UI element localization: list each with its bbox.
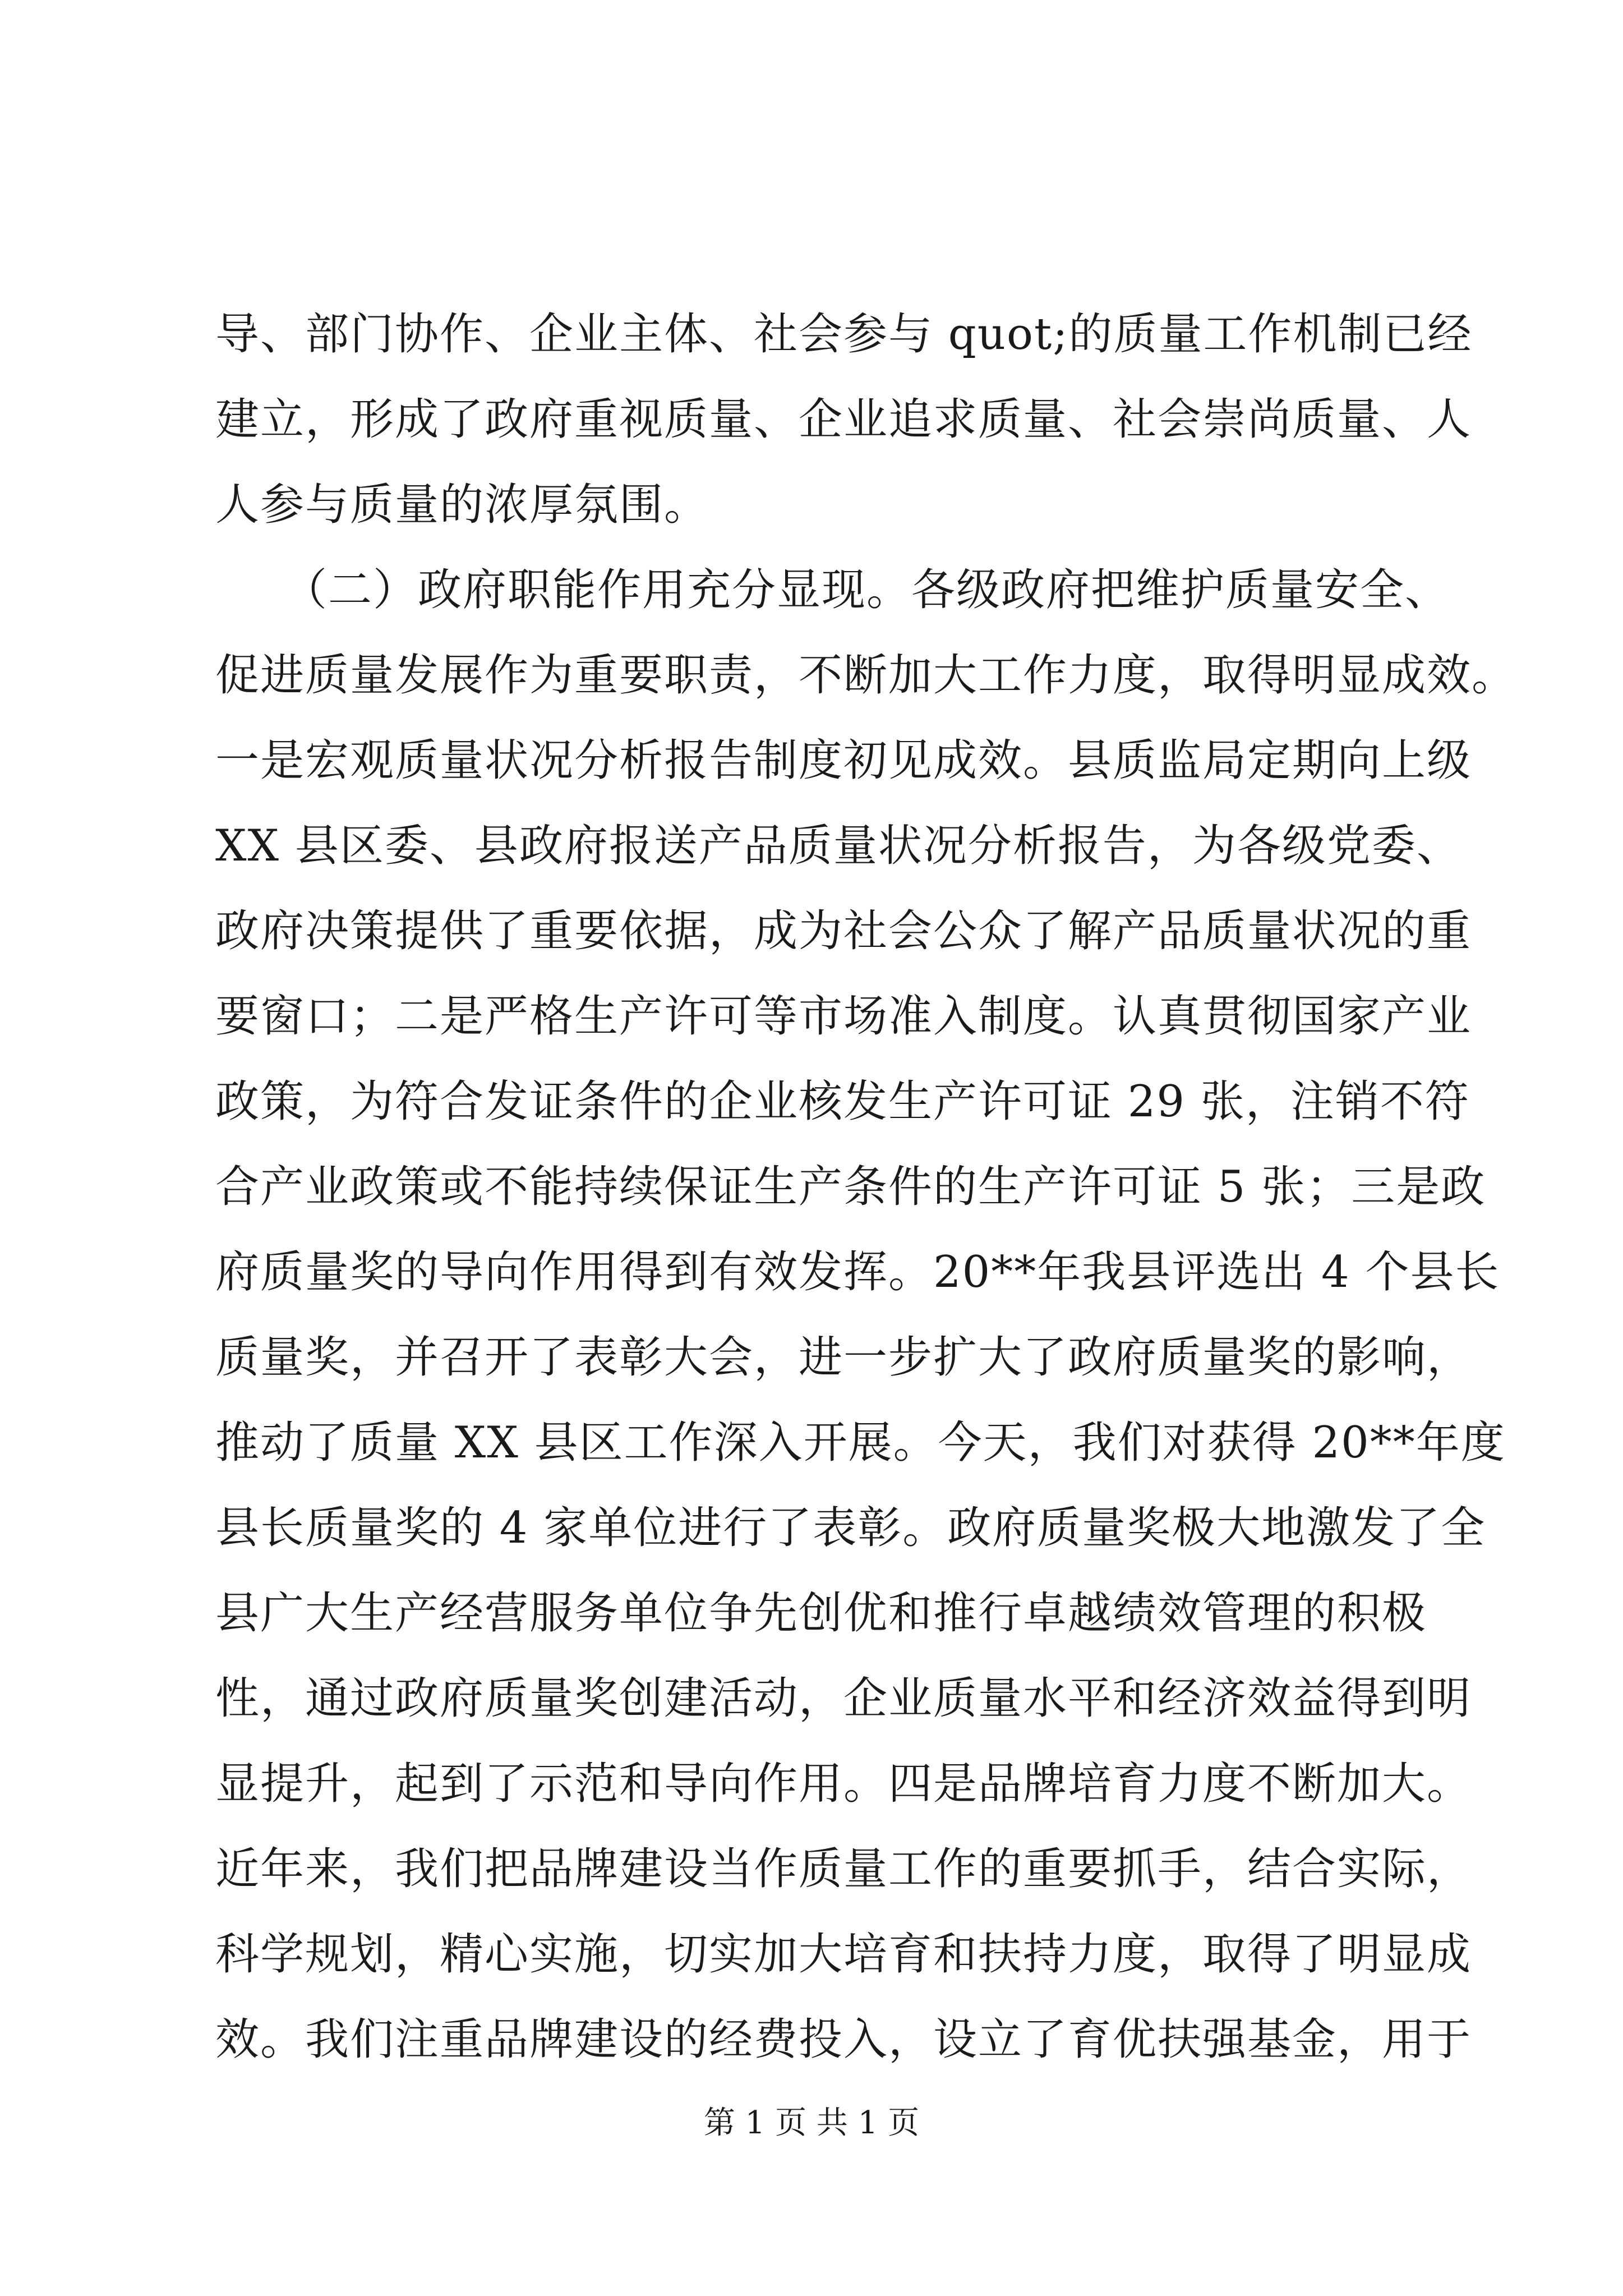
text-line: 政策，为符合发证条件的企业核发生产许可证 29 张，注销不符	[215, 1076, 1470, 1127]
text-line: 县广大生产经营服务单位争先创优和推行卓越绩效管理的积极	[215, 1588, 1427, 1639]
text-line: 显提升，起到了示范和导向作用。四是品牌培育力度不断加大。	[215, 1759, 1472, 1809]
text-line: 一是宏观质量状况分析报告制度初见成效。县质监局定期向上级	[215, 735, 1472, 786]
text-line: 促进质量发展作为重要职责，不断加大工作力度，取得明显成效。	[215, 650, 1517, 701]
text-line: 人参与质量的浓厚氛围。	[215, 480, 709, 530]
page-number-label: 第 1 页 共 1 页	[703, 2105, 920, 2141]
text-line: 科学规划，精心实施，切实加大培育和扶持力度，取得了明显成	[215, 1929, 1472, 1980]
text-line: 县长质量奖的 4 家单位进行了表彰。政府质量奖极大地激发了全	[215, 1503, 1486, 1553]
text-line: （二）政府职能作用充分显现。各级政府把维护质量安全、	[215, 565, 1450, 615]
text-line: XX 县区委、县政府报送产品质量状况分析报告，为各级党委、	[215, 821, 1461, 871]
text-line: 导、部门协作、企业主体、社会参与 quot;的质量工作机制已经	[215, 309, 1473, 360]
document-body	[215, 292, 1517, 2082]
text-line: 效。我们注重品牌建设的经费投入，设立了育优扶强基金，用于	[215, 2014, 1472, 2065]
text-line: 建立，形成了政府重视质量、企业追求质量、社会崇尚质量、人	[215, 394, 1472, 445]
text-line: 要窗口；二是严格生产许可等市场准入制度。认真贯彻国家产业	[215, 991, 1472, 1042]
text-line: 合产业政策或不能持续保证生产条件的生产许可证 5 张；三是政	[215, 1162, 1486, 1212]
text-line: 推动了质量 XX 县区工作深入开展。今天，我们对获得 20**年度	[215, 1418, 1506, 1468]
text-line: 府质量奖的导向作用得到有效发挥。20**年我县评选出 4 个县长	[215, 1247, 1500, 1297]
text-line: 性，通过政府质量奖创建活动，企业质量水平和经济效益得到明	[215, 1673, 1472, 1724]
page-footer	[0, 2101, 1623, 2146]
text-line: 政府决策提供了重要依据，成为社会公众了解产品质量状况的重	[215, 906, 1472, 956]
text-line: 质量奖，并召开了表彰大会，进一步扩大了政府质量奖的影响，	[215, 1332, 1472, 1383]
text-line: 近年来，我们把品牌建设当作质量工作的重要抓手，结合实际，	[215, 1844, 1472, 1894]
